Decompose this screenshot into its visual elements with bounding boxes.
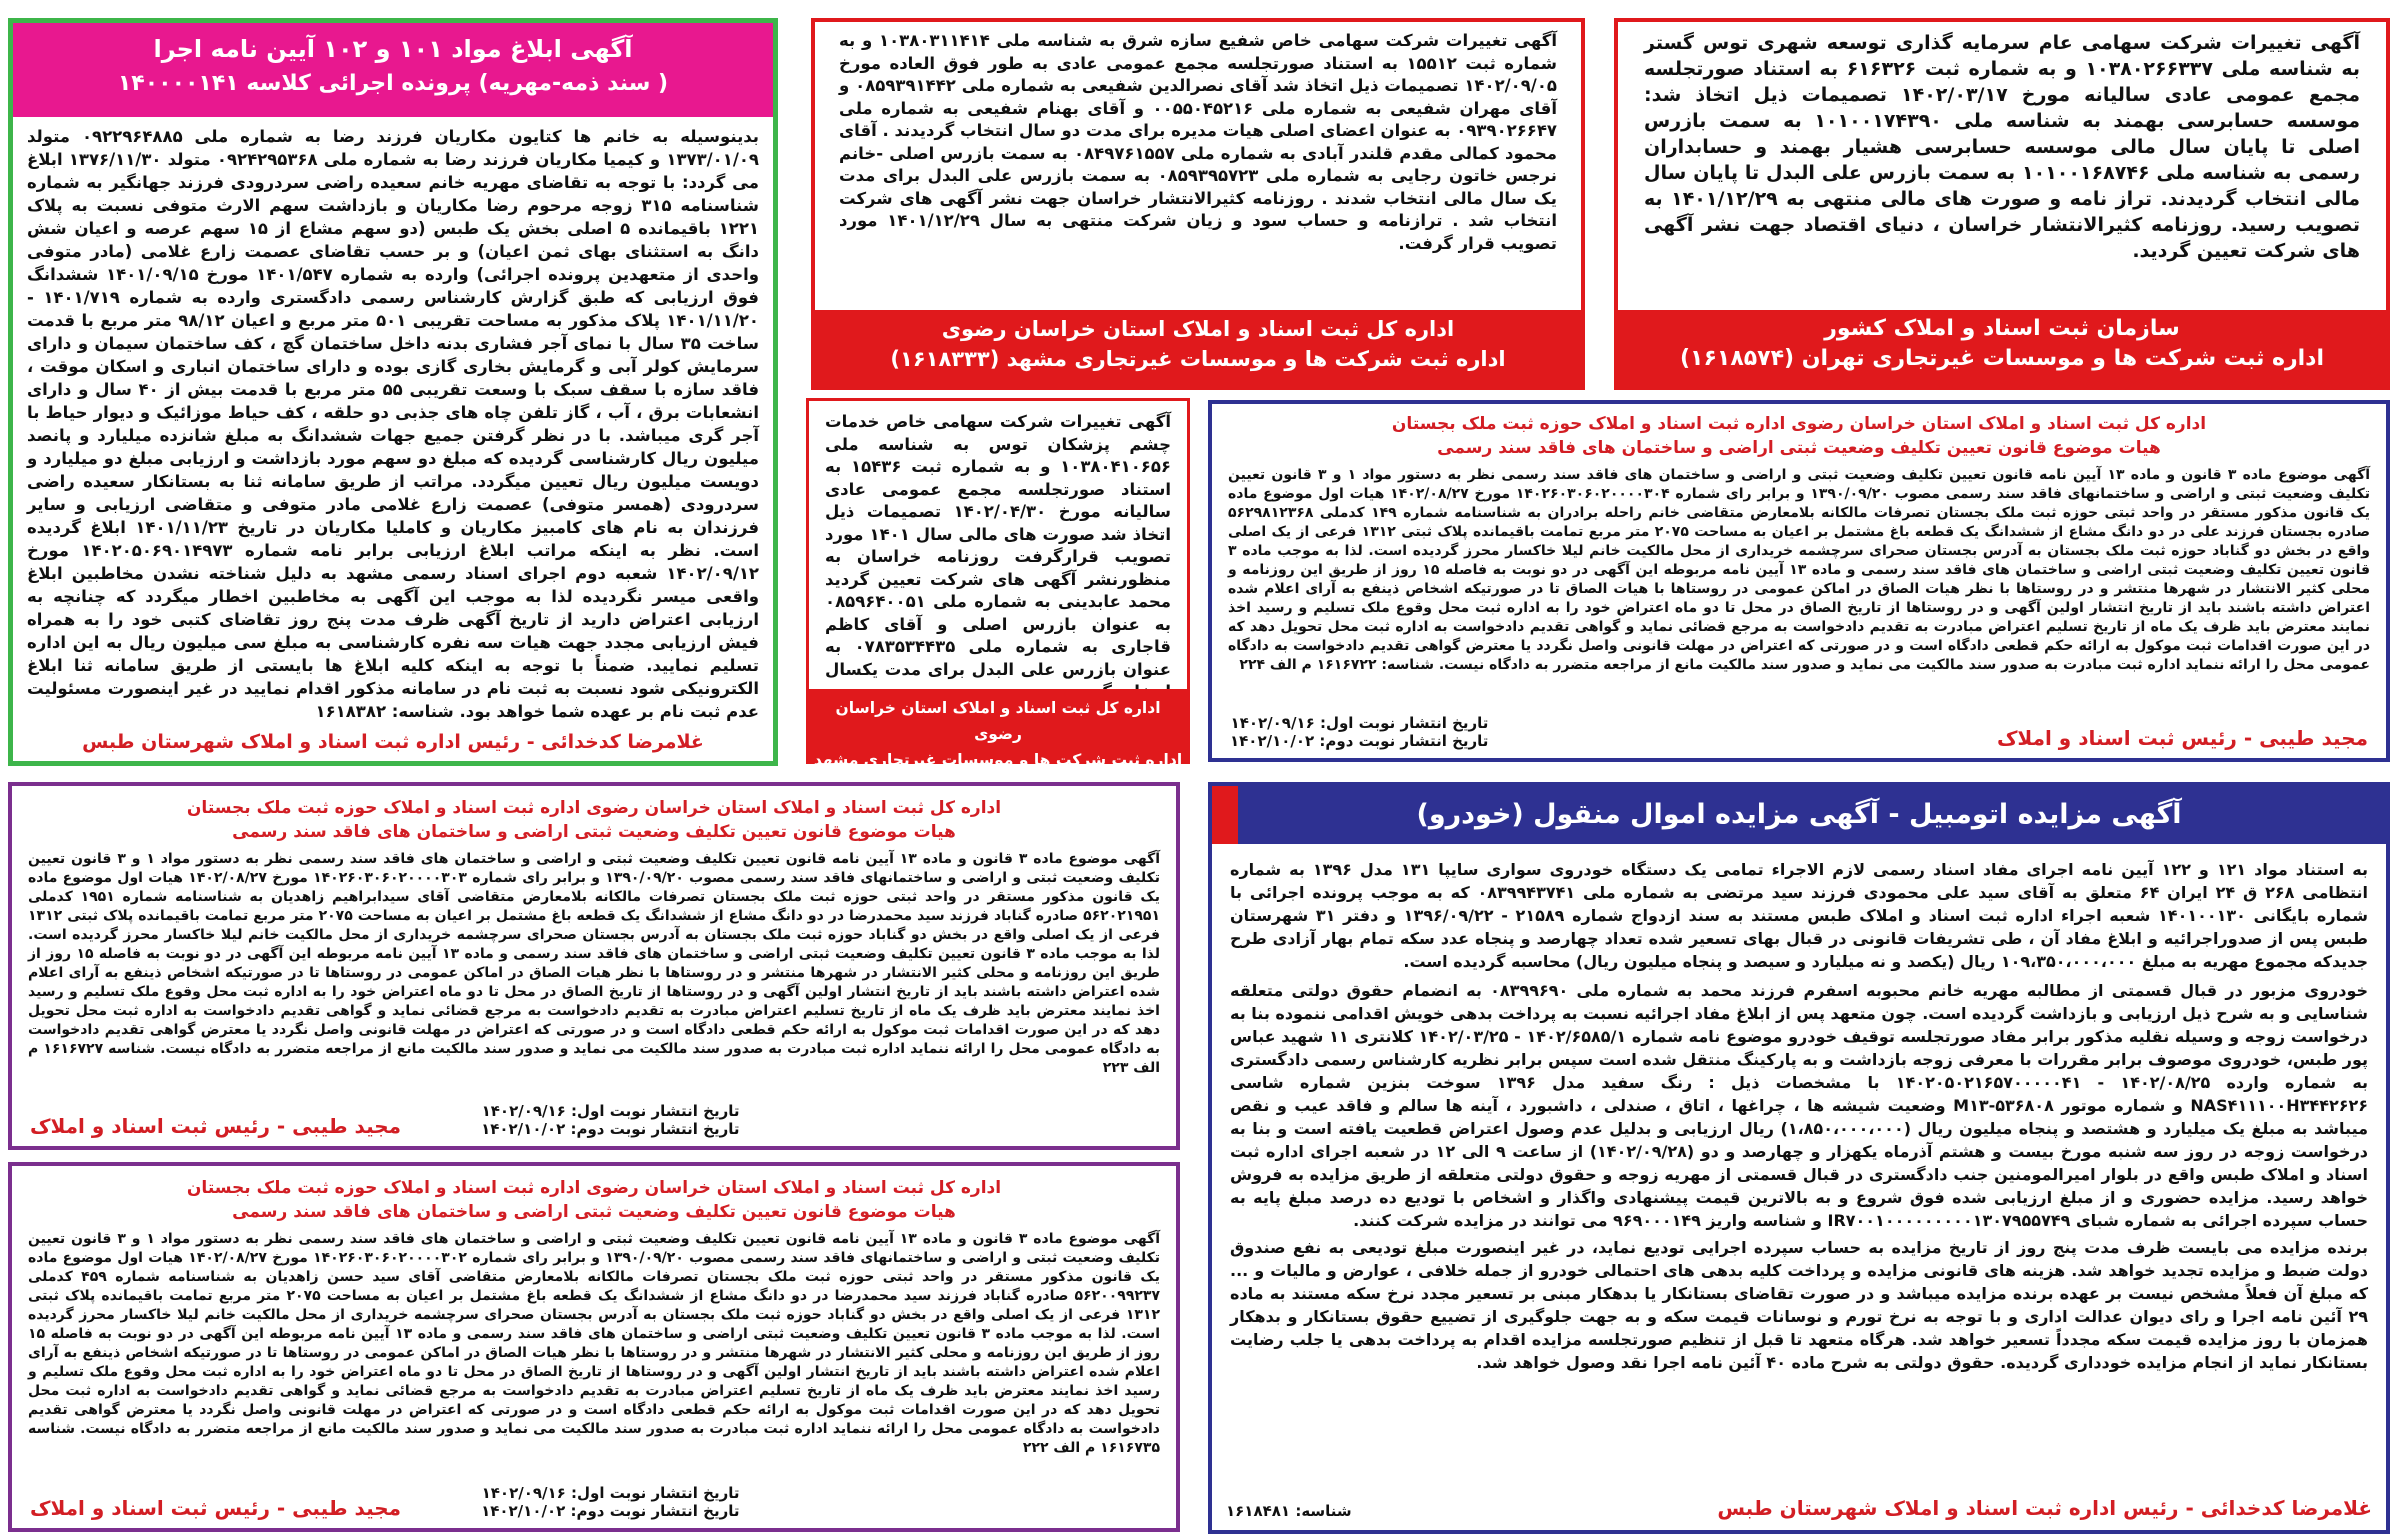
auction-paragraph-2: خودروی مزبور در قبال قسمتی از مطالبه مهریه خانم محبوبه اسفرم فرزند محمد به شماره ملی ۰۸۳۹۹۶۹۰ به انضمام حقوق دولتی متعلقه شناسایی و به شرح ذیل ارزیابی و بازداشت گردیده است. چون متعهد پس از ابلاغ مفاد اجرائیه نسبت به پرداخت بدهی خویش اقدامی ننموده بنا به درخواست زوجه و وسیله نقلیه مذکور برابر مفاد صورتجلسه توقیف خودرو موضوع نامه شماره ۱۴۰۲/۶۵۸۵/۱ - ۱۴۰۲/۰۳/۲۵ کلانتری ۱۱ شهید عباس پور طبس، خودروی موصوف برابر مقررات با معرفی زوجه بازداشت و به پارکینگ منتقل شده است سپس برابر نظریه کارشناس رسمی دادگستری به شماره وارده ۱۴۰۲/۰۸/۲۵ - ۱۴۰۲۰۵۰۲۱۶۵۷۰۰۰۰۰۴۱ با مشخصات ذیل : رنگ سفید مدل ۱۳۹۶ سوخت بنزین شماره شاسی NAS۴۱۱۱۰۰H۳۴۴۲۶۲۶ و شماره موتور M۱۳-۵۳۶۸۰۸ وضعیت شیشه ها ، چراغها ، اتاق ، صندلی ، داشبورد ، آینه ها سالم و فاقد عیب و نقص میباشد به مبلغ یک میلیارد و هشتصد و پنجاه میلیون ریال (۱،۸۵۰،۰۰۰،۰۰۰) ریال ارزیابی و بدلیل عدم وصول اعتراض قطعیت یافته است و بنا به درخواست زوجه در روز سه شنبه مورخ بیست و هشتم آذرماه یکهزار و چهارصد و دو (۱۴۰۲/۰۹/۲۸) از ساعت ۹ الی ۱۲ در شعبه اجرای اداره ثبت اسناد و املاک طبس واقع در بلوار امیرالمومنین جنب دادگستری در قبال قسمتی از مهریه زوجه و حقوق دولتی متعلقه از طریق مزایده به فروش خواهد رسید. مزایده حضوری و از مبلغ ارزیابی شده فوق شروع و به بالاترین قیمت پیشنهادی واگذار و اشخاص با تودیع ده درصد مبلغ پایه به حساب سپرده اجرائی به شماره شبای IR۷۰۰۱۰۰۰۰۰۰۰۰۰۱۳۰۷۹۵۵۷۴۹ و شناسه واریز ۹۶۹۰۰۰۱۴۹ می توانند در مزایده شرکت کنند. xyxy=(1230,981,2369,1230)
notice-bajestan-registration-1 xyxy=(1208,400,2390,762)
publication-first: تاریخ انتشار نوبت اول: ۱۴۰۲/۰۹/۱۶ xyxy=(1230,714,1489,732)
footer-org: اداره کل ثبت اسناد و املاک استان خراسان رضوی xyxy=(835,699,1161,743)
notice-body: آگهی موضوع ماده ۳ قانون و ماده ۱۳ آیین نامه قانون تعیین تکلیف وضعیت ثبتی و اراضی و ساختمان های فاقد سند رسمی نظر به دستور مواد ۱ و ۳ قانون تعیین تکلیف وضعیت ثبتی و اراضی و ساختمانهای فاقد سند رسمی مصوب ۱۳۹۰/۰۹/۲۰ و برابر رای شماره ۱۴۰۲۶۰۳۰۶۰۲۰۰۰۰۳۰۳ مورخ ۱۴۰۲/۰۸/۲۷ هیات اول موضوع ماده یک قانون مذکور مستقر در واحد ثبتی حوزه ثبت ملک بجستان تصرفات مالکانه بلامعارض متقاضی آقای سیدابراهیم زاهدیان به شناسنامه شماره ۱۹۵۱ کدملی ۵۶۲۰۲۱۹۵۱ صادره گناباد فرزند سید محمدرضا در دو دانگ مشاع از ششدانگ یک قطعه باغ مشتمل بر اعیان به مساحت ۲۰۷۵ متر مربع تمامت باقیمانده پلاک ثبتی ۱۳۱۲ فرعی از یک اصلی واقع در بخش دو گناباد حوزه ثبت ملک بجستان به آدرس بجستان صحرای سرچشمه خریداری از محل مالکیت خانم لیلا خاکسار محرز گردیده است. لذا به موجب ماده ۳ قانون تعیین تکلیف وضعیت ثبتی اراضی و ساختمان های فاقد سند رسمی و ماده ۱۳ آیین نامه مربوطه این آگهی در دو نوبت به فاصله ۱۵ روز از طریق این روزنامه و محلی کثیر الانتشار در شهرها منتشر و در روستاها با نظر هیات الصاق در اماکن عمومی در روستاها تا در صورتیکه اشخاص ذینفع به آرای اعلام شده اعتراض داشته باشند باید از تاریخ انتشار اولین آگهی و در روستاها از تاریخ الصاق در محل تا دو ماه اعتراض خود را به اداره ثبت محل وقوع ملک تسلیم و رسید اخذ نمایند معترض باید ظرف یک ماه از تاریخ تسلیم اعتراض مبادرت به تقدیم دادخواست به مرجع قضائی نماید و گواهی تقدیم دادخواست به اداره ثبت محل تحویل دهد که در این صورت اقدامات ثبت موکول به ارائه حکم قطعی دادگاه است و در صورتی که اعتراض در مهلت قانونی واصل نگردد یا معترض گواهی تقدیم دادخواست به دادگاه عمومی محل را ارائه ننماید اداره ثبت مبادرت به صدور سند مالکیت می نماید و صدور سند مالکیت مانع از مراجعه متضرر به دادگاه نیست. شناسه ۱۶۱۶۷۲۷ م الف ۲۲۳ xyxy=(28,851,1161,1076)
publication-second: تاریخ انتشار نوبت دوم: ۱۴۰۲/۱۰/۰۲ xyxy=(1230,732,1489,750)
auction-title: آگهی مزایده اتومبیل - آگهی مزایده اموال منقول (خودرو) xyxy=(1416,799,2182,830)
publication-dates xyxy=(481,1484,739,1520)
notice-subtitle: هیات موضوع قانون تعیین تکلیف وضعیت ثبتی اراضی و ساختمان های فاقد سند رسمی xyxy=(232,822,956,842)
notice-signature: مجید طیبی - رئیس ثبت اسناد و املاک xyxy=(30,1496,402,1520)
notice-footer-row xyxy=(30,1468,1158,1520)
notice-body: آگهی موضوع ماده ۳ قانون و ماده ۱۳ آیین نامه قانون تعیین تکلیف وضعیت ثبتی و اراضی و ساختمان های فاقد سند رسمی نظر به دستور مواد ۱ و ۳ قانون تعیین تکلیف وضعیت ثبتی و اراضی و ساختمانهای فاقد سند رسمی مصوب ۱۳۹۰/۰۹/۲۰ و برابر رای شماره ۱۴۰۲۶۰۳۰۶۰۲۰۰۰۰۳۰۴ مورخ ۱۴۰۲/۰۸/۲۷ هیات اول موضوع ماده یک قانون مذکور مستقر در واحد ثبتی حوزه ثبت ملک بجستان تصرفات مالکانه بلامعارض متقاضی خانم راحله برادران به شناسنامه شماره ۱۴۹ کدملی ۵۶۲۹۸۱۲۳۶۸ صادره بجستان فرزند علی در دو دانگ مشاع از ششدانگ یک قطعه باغ مشتمل بر اعیان به مساحت ۲۰۷۵ متر مربع تمامت باقیمانده پلاک ثبتی ۱۳۱۲ فرعی از یک اصلی واقع در بخش دو گناباد حوزه ثبت ملک بجستان به آدرس بجستان صحرای سرچشمه خریداری از محل مالکیت خانم لیلا خاکسار محرز گردیده است. لذا به موجب ماده ۳ قانون تعیین تکلیف وضعیت ثبتی اراضی و ساختمان های فاقد سند رسمی و ماده ۱۳ آیین نامه مربوطه این آگهی در دو نوبت به فاصله ۱۵ روز از طریق این روزنامه و محلی کثیر الانتشار در شهرها منتشر و در روستاها با نظر هیات الصاق در اماکن عمومی در روستاها با هیات الصاق تا در صورتیکه اشخاص ذینفع به آرای اعلام شده اعتراض داشته باشند باید از تاریخ انتشار اولین آگهی و در روستاها از تاریخ الصاق در محل تا دو ماه اعتراض خود را به اداره ثبت محل وقوع ملک تسلیم و رسید اخذ نمایند معترض باید ظرف یک ماه از تاریخ تسلیم اعتراض مبادرت به تقدیم دادخواست به مرجع قضائی نماید و گواهی تقدیم دادخواست به اداره ثبت محل تحویل دهد که در این صورت اقدامات ثبت موکول به ارائه حکم قطعی دادگاه است و در صورتی که اعتراض در مهلت قانونی واصل نگردد یا معترض گواهی تقدیم دادخواست به دادگاه عمومی محل را ارائه ننماید اداره ثبت مبادرت به صدور سند مالکیت می نماید و صدور سند مالکیت مانع از مراجعه متضرر به دادگاه نیست. شناسه: ۱۶۱۶۷۲۲ م الف ۲۲۴ xyxy=(1228,467,2371,673)
publication-second: تاریخ انتشار نوبت دوم: ۱۴۰۲/۱۰/۰۲ xyxy=(481,1502,740,1520)
notice-subtitle: هیات موضوع قانون تعیین تکلیف وضعیت ثبتی اراضی و ساختمان های فاقد سند رسمی xyxy=(1437,438,2161,458)
notice-body: آگهی تغییرات شرکت سهامی خاص شفیع سازه شرق به شناسه ملی ۱۰۳۸۰۳۱۱۴۱۴ و به شماره ثبت ۱۵۵۱۲ به استناد صورتجلسه مجمع عمومی عادی به طور فوق العاده مورخ ۱۴۰۲/۰۹/۰۵ تصمیمات ذیل اتخاذ شد آقای نصرالدین شفیعی به شماره ملی ۰۸۵۹۳۹۱۴۴۲ و آقای مهران شفیعی به شماره ملی ۰۰۵۵۰۴۵۲۱۶ و آقای بهنام شفیعی به شماره ملی ۰۹۳۹۰۲۶۶۴۷ به عنوان اعضای اصلی هیات مدیره برای مدت دو سال انتخاب گردیدند . آقای محمود کمالی مقدم قلندر آبادی به شماره ملی ۰۸۴۹۷۶۱۵۵۷ به سمت بازرس اصلی -خانم نرجس خاتون رجایی به شماره ملی ۰۸۵۹۳۹۵۷۲۳ به سمت بازرس علی البدل برای مدت یک سال مالی انتخاب شدند . روزنامه کثیرالانتشار خراسان جهت نشر آگهی های شرکت انتخاب شد . ترازنامه و حساب سود و زیان شرکت منتهی به سال ۱۴۰۱/۱۲/۲۹ مورد تصویب قرار گرفت. xyxy=(839,31,1558,253)
auction-footer-row xyxy=(1226,1496,2372,1520)
notice-footer xyxy=(809,689,1187,769)
notice-execution-articles-101-102 xyxy=(8,18,778,766)
notice-footer xyxy=(815,310,1581,386)
notice-case-number: ( سند ذمه-مهریه) پرونده اجرائی کلاسه ۱۴۰۰۰۰۱۴۱ xyxy=(117,71,669,96)
notice-company-changes-eye-doctors xyxy=(806,398,1190,769)
notice-title: اداره کل ثبت اسناد و املاک استان خراسان رضوی اداره ثبت اسناد و املاک حوزه ثبت ملک بجستان xyxy=(186,1178,1002,1198)
notice-footer-row xyxy=(30,1086,1158,1138)
publication-first: تاریخ انتشار نوبت اول: ۱۴۰۲/۰۹/۱۶ xyxy=(481,1102,740,1120)
notice-subtitle: هیات موضوع قانون تعیین تکلیف وضعیت ثبتی اراضی و ساختمان های فاقد سند رسمی xyxy=(232,1202,956,1222)
notice-signature: غلامرضا کدخدائی - رئیس اداره ثبت اسناد و املاک شهرستان طبس xyxy=(82,731,704,753)
notice-body: آگهی موضوع ماده ۳ قانون و ماده ۱۳ آیین نامه قانون تعیین تکلیف وضعیت ثبتی و اراضی و ساختمان های فاقد سند رسمی نظر به دستور مواد ۱ و ۳ قانون تعیین تکلیف وضعیت ثبتی و اراضی و ساختمانهای فاقد سند رسمی مصوب ۱۳۹۰/۰۹/۲۰ و برابر رای شماره ۱۴۰۲۶۰۳۰۶۰۲۰۰۰۰۳۰۲ مورخ ۱۴۰۲/۰۸/۲۷ هیات اول موضوع ماده یک قانون مذکور مستقر در واحد ثبتی حوزه ثبت ملک بجستان تصرفات مالکانه بلامعارض متقاضی آقای سید حسن زاهدیان به شناسنامه شماره ۴۵۹ کدملی ۵۶۲۰۰۹۹۲۳۷ صادره گناباد فرزند سید محمدرضا در دو دانگ مشاع از ششدانگ یک قطعه باغ مشتمل بر اعیان به مساحت ۲۰۷۵ متر مربع تمامت باقیمانده پلاک ثبتی ۱۳۱۲ فرعی از یک اصلی واقع در بخش دو گناباد حوزه ثبت ملک بجستان به آدرس بجستان صحرای سرچشمه خریداری از محل مالکیت خانم لیلا خاکسار محرز گردیده است. لذا به موجب ماده ۳ قانون تعیین تکلیف وضعیت ثبتی اراضی و ساختمان های فاقد سند رسمی و ماده ۱۳ آیین نامه مربوطه این آگهی در دو نوبت به فاصله ۱۵ روز از طریق این روزنامه و محلی کثیر الانتشار در شهرها منتشر و در روستاها با نظر هیات الصاق در اماکن عمومی در روستاها تا در صورتیکه اشخاص ذینفع به آرای اعلام شده اعتراض داشته باشند باید از تاریخ انتشار اولین آگهی و در روستاها از تاریخ الصاق در محل تا دو ماه اعتراض خود را به اداره ثبت محل وقوع ملک تسلیم و رسید اخذ نمایند معترض باید ظرف یک ماه از تاریخ تسلیم اعتراض مبادرت به تقدیم دادخواست به مرجع قضائی نماید و گواهی تقدیم دادخواست به اداره ثبت محل تحویل دهد که در این صورت اقدامات ثبت موکول به ارائه حکم قطعی دادگاه است و در صورتی که اعتراض در مهلت قانونی واصل نگردد یا معترض گواهی تقدیم دادخواست به دادگاه عمومی محل را ارائه ننماید اداره ثبت مبادرت به صدور سند مالکیت می نماید و صدور سند مالکیت مانع از مراجعه متضرر به دادگاه نیست. شناسه ۱۶۱۶۷۳۵ م الف ۲۲۲ xyxy=(28,1231,1161,1456)
notice-company-changes-shafie xyxy=(811,18,1585,390)
header-accent xyxy=(1212,786,1238,844)
footer-office: اداره ثبت شرکت ها و موسسات غیرتجاری مشهد xyxy=(813,751,1183,769)
notice-signature: مجید طیبی - رئیس ثبت اسناد و املاک xyxy=(30,1114,402,1138)
publication-first: تاریخ انتشار نوبت اول: ۱۴۰۲/۰۹/۱۶ xyxy=(481,1484,740,1502)
footer-org: اداره کل ثبت اسناد و املاک استان خراسان رضوی xyxy=(941,317,1455,341)
notice-bajestan-registration-2 xyxy=(8,782,1180,1150)
notice-company-changes-toosgostar xyxy=(1614,18,2390,390)
footer-office: اداره ثبت شرکت ها و موسسات غیرتجاری تهران (۱۶۱۸۵۷۴) xyxy=(1679,346,2325,371)
auction-header xyxy=(1212,786,2386,844)
notice-title: آگهی ابلاغ مواد ۱۰۱ و ۱۰۲ آیین نامه اجرا xyxy=(153,35,633,63)
notice-footer xyxy=(1618,310,2386,386)
notice-title: اداره کل ثبت اسناد و املاک استان خراسان رضوی اداره ثبت اسناد و املاک حوزه ثبت ملک بجستان xyxy=(1391,414,2207,434)
notice-signature: مجید طیبی - رئیس ثبت اسناد و املاک xyxy=(1996,726,2368,750)
notice-title: اداره کل ثبت اسناد و املاک استان خراسان رضوی اداره ثبت اسناد و املاک حوزه ثبت ملک بجستان xyxy=(186,798,1002,818)
auction-id: شناسه: ۱۶۱۸۴۸۱ xyxy=(1226,1502,1352,1520)
notice-footer-row xyxy=(1230,698,2368,750)
notice-header xyxy=(13,23,773,117)
notice-body: آگهی تغییرات شرکت سهامی خاص خدمات چشم پزشکان توس به شناسه ملی ۱۰۳۸۰۴۱۰۶۵۶ و به شماره ثبت ۱۵۴۳۶ به استناد صورتجلسه مجمع عمومی عادی سالیانه مورخ ۱۴۰۲/۰۴/۳۰ تصمیمات ذیل اتخاذ شد صورت های مالی سال ۱۴۰۱ مورد تصویب قرارگرفت روزنامه خراسان به منظورنشر آگهی های شرکت تعیین گردید محمد عابدینی به شماره ملی ۰۸۵۹۶۴۰۰۵۱ به عنوان بازرس اصلی و آقای کاظم قاجاری به شماره ملی ۰۷۸۳۵۳۴۴۳۵ به عنوان بازرس علی البدل برای مدت یکسال xyxy=(825,412,1171,679)
footer-office: اداره ثبت شرکت ها و موسسات غیرتجاری مشهد (۱۶۱۸۳۳۳) xyxy=(890,347,1506,371)
auction-signature: غلامرضا کدخدائی - رئیس اداره ثبت اسناد و املاک شهرستان طبس xyxy=(1717,1496,2372,1520)
auction-paragraph-1: به استناد مواد ۱۲۱ و ۱۲۲ آیین نامه اجرای مفاد اسناد رسمی لازم الاجراء تمامی یک دستگاه خودروی سواری سایپا ۱۳۱ مدل ۱۳۹۶ به شماره انتظامی ۲۶۸ ق ۲۴ ایران ۶۴ متعلق به آقای سید علی محمودی فرزند سید مرتضی به شماره ملی ۰۸۳۹۹۴۳۷۴۱ که به موجب پرونده اجرائی با شماره بایگانی ۱۴۰۱۰۰۱۳۰ شعبه اجراء اداره ثبت اسناد و املاک طبس مستند به سند ازدواج شماره ۲۱۵۸۹ - ۱۳۹۶/۰۹/۲۲ و دفتر ۳۱ شهرستان طبس پس از صدوراجرائیه و ابلاغ مفاد آن ، طی تشریفات قانونی در قبال بهای تسعیر شده تعداد چهارصد و پنجاه عدد سکه تمام بهار آزادی طرح جدیدکه مجموع مهریه به مبلغ ۱۰۹،۳۵۰،۰۰۰،۰۰۰ ریال (یکصد و نه میلیارد و سیصد و پنجاه میلیون ریال) محاسبه گردیده است. xyxy=(1230,860,2368,971)
auction-paragraph-3: برنده مزایده می بایست ظرف مدت پنج روز از تاریخ مزایده به حساب سپرده اجرایی تودیع نماید، در غیر اینصورت مبلغ تودیعی به نفع صندوق دولت ضبط و مزایده تجدید خواهد شد. هزینه های قانونی مزایده و پرداخت کلیه بدهی های احتمالی خودرو از جمله خلافی ، عوارض و مالیات و ... که مبلغ آن فعلاً مشخص نیست بر عهده برنده مزایده میباشد و در صورت تقاضای بستانکار یا بدهکار مبنی بر تسعیر مجدد نرخ سکه مستند به ماده ۲۹ آئین نامه اجرا و رای دیوان عدالت اداری و با توجه به نرخ تورم و نوسانات قیمت سکه و به جهت جلوگیری از تضییع حقوق بستانکار و بدهکار همزمان با روز مزایده قیمت سکه مجدداً تسعیر خواهد شد. هرگاه متعهد تا قبل از تنظیم صورتجلسه مزایده اقدام به پرداخت بدهی یا جلب رضایت بستانکار نماید از انجام مزایده خودداری گردیده. حقوق دولتی به شرح ماده ۴۰ آئین نامه اجرا نقد وصول خواهد شد. xyxy=(1230,1238,2368,1372)
notice-bajestan-registration-3 xyxy=(8,1162,1180,1532)
notice-body: بدینوسیله به خانم ها کتایون مکاریان فرزند رضا به شماره ملی ۰۹۲۲۹۶۴۸۸۵ متولد ۱۳۷۳/۰۱/۰۹ و کیمیا مکاریان فرزند رضا به شماره ملی ۰۹۲۴۲۹۵۳۶۸ متولد ۱۳۷۶/۱۱/۳۰ ابلاغ می گردد: با توجه به تقاضای مهریه خانم سعیده راضی سردرودی فرزند جهانگیر به شماره شناسنامه ۳۱۵ زوجه مرحوم رضا مکاریان و بازداشت سهم الارث متوفی نسبت به پلاک ۱۲۲۱ باقیمانده ۵ اصلی بخش یک طبس (دو سهم مشاع از ۱۵ سهم عرصه و اعیان شش دانگ به استثنای بهای ثمن اعیان) و بر حسب تقاضای عصمت زارع غلامی (مادر متوفی واحدی از متعهدین پرونده اجرائی) وارده به شماره ۱۴۰۱/۵۴۷ مورخ ۱۴۰۱/۰۹/۱۵ ششدانگ فوق ارزیابی که طبق گزارش کارشناس رسمی دادگستری وارده به شماره ۱۴۰۱/۷۱۹ - ۱۴۰۱/۱۱/۲۰ پلاک مذکور به مساحت تقریبی ۵۰۱ متر مربع و اعیان ۹۸/۱۲ متر مربع با قدمت ساخت ۳۵ سال با نمای آجر فشاری بدنه داخل ساختمان گچ ، کف ساختمان سیمان و دارای سرمایش کولر آبی و گرمایش بخاری گازی بوده و دارای ساختمان انباری و اسکان موقت ، فاقد سازه با سقف سبک با وسعت تقریبی ۵۵ متر مربع با قدمت بیش از ۴۰ سال و دارای انشعابات برق ، آب ، گاز تلفن چاه های جذبی دو حلقه ، کف حیاط موزائیک و دیوار حیاط با آجر گری میباشد. با در نظر گرفتن جمیع جهات ششدانگ به مبلغ شانزده میلیارد و پانصد میلیون ریال کارشناسی گردیده که مبلغ دو سهم مورد بازداشت و ارزیابی مبلغ دو میلیارد و دویست میلیون ریال تعیین میگردد. مراتب از طریق سامانه ثنا به بستانکار سعیده راضی سردرودی (همسر متوفی) عصمت زارع غلامی مادر متوفی و متقاضی ارزیابی و سایر فرزندان به نام های کامبیز مکاریان و کاملیا مکاریان در تاریخ ۱۴۰۱/۱۱/۲۳ ابلاغ گردیده است. نظر به اینکه مراتب ابلاغ ارزیابی برابر نامه شماره ۱۴۰۲۰۵۰۶۹۰۱۴۹۷۳ مورخ ۱۴۰۲/۰۹/۱۲ شعبه دوم اجرای اسناد رسمی مشهد به دلیل شناخته نشدن مخاطبین ابلاغ واقعی میسر نگردیده لذا به موجب این آگهی به مخاطبین اخطار میگردد که چنانچه به ارزیابی اعتراض دارید از تاریخ آگهی ظرف مدت پنج روز تقاضای کتبی خود را به همراه فیش ارزیابی مجدد جهت هیات سه نفره کارشناسی به مبلغ سی میلیون ریال به این اداره تسلیم نمایید. ضمناً با توجه به اینکه کلیه ابلاغ ها بایستی از طریق سامانه ثنا ابلاغ الکترونیکی شود نسبت به ثبت نام در سامانه مذکور اقدام نمایید در غیر اینصورت مسئولیت عدم ثبت نام بر عهده شما خواهد بود. شناسه: ۱۶۱۸۳۸۲ xyxy=(27,127,760,721)
footer-org: سازمان ثبت اسناد و املاک کشور xyxy=(1824,316,2180,341)
publication-dates xyxy=(1230,714,1488,750)
publication-second: تاریخ انتشار نوبت دوم: ۱۴۰۲/۱۰/۰۲ xyxy=(481,1120,740,1138)
notice-car-auction xyxy=(1208,782,2390,1534)
notice-body: آگهی تغییرات شرکت سهامی عام سرمایه گذاری توسعه شهری توس گستر به شناسه ملی ۱۰۳۸۰۲۶۶۳۳۷ و به شماره ثبت ۶۱۶۳۲۶ به استناد صورتجلسه مجمع عمومی عادی سالیانه مورخ ۱۴۰۲/۰۳/۱۷ تصمیمات ذیل اتخاذ شد: موسسه حسابرسی بهمند به شناسه ملی ۱۰۱۰۰۱۷۴۳۹۰ به سمت بازرس اصلی تا پایان سال مالی موسسه حسابرسی هشیار بهمند و حسابداران رسمی به شناسه ملی ۱۰۱۰۰۱۶۸۷۴۶ به سمت بازرس علی البدل تا پایان سال مالی انتخاب گردیدند. تراز نامه و صورت های مالی منتهی به ۱۴۰۱/۱۲/۲۹ به تصویب رسید. روزنامه کثیرالانتشار خراسان ، دنیای اقتصاد جهت نشر آگهی های شرکت تعیین گردید. xyxy=(1644,32,2360,262)
publication-dates xyxy=(481,1102,739,1138)
